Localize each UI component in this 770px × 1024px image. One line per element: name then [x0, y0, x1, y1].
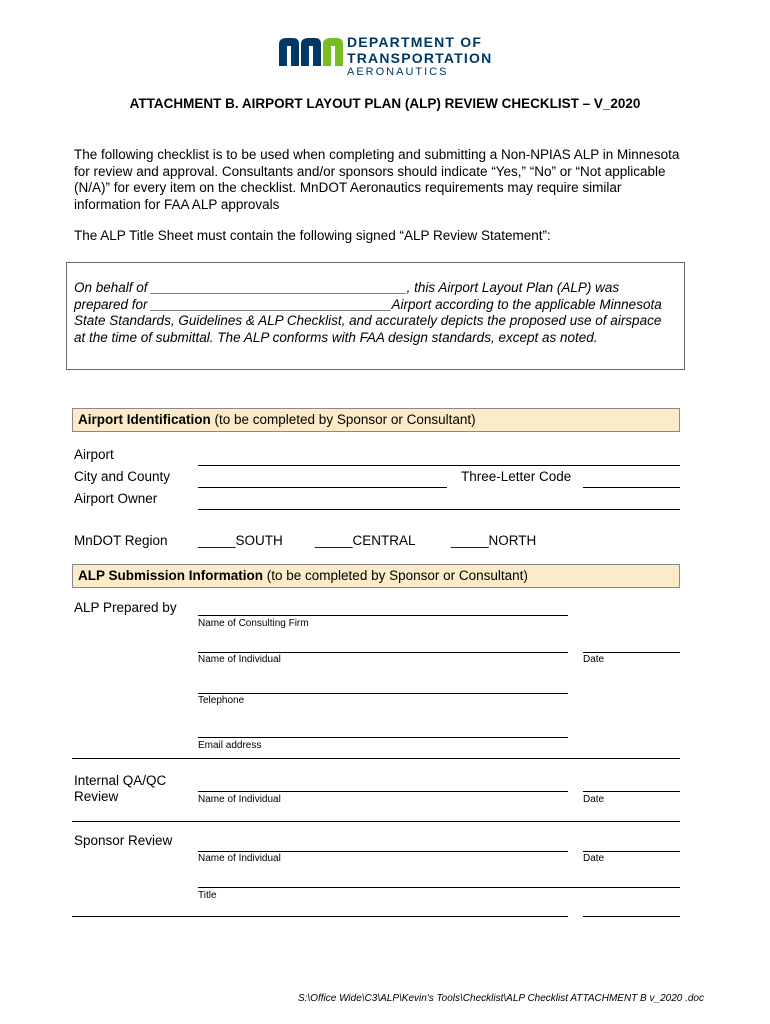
- logo-text-transportation: TRANSPORTATION: [347, 50, 493, 66]
- page-title: ATTACHMENT B. AIRPORT LAYOUT PLAN (ALP) REVIEW CHECKLIST – V_2020: [129, 96, 641, 111]
- qaqc-label: Internal QA/QC: [74, 773, 167, 788]
- section-note: (to be completed by Sponsor or Consultant): [210, 412, 476, 427]
- intro-line: for review and approval. Consultants and/or sponsors should indicate “Yes,” “No” or “Not applicable: [74, 163, 666, 179]
- sponsor-review-label: Sponsor Review: [74, 833, 173, 848]
- airport-owner-label: Airport Owner: [74, 491, 158, 506]
- airport-label: Airport: [74, 447, 114, 462]
- preparer-date-input-line[interactable]: [583, 652, 680, 653]
- sponsor-title-input-line[interactable]: [198, 887, 680, 888]
- region-south-option[interactable]: _____SOUTH: [198, 533, 283, 548]
- three-letter-code-label: Three-Letter Code: [461, 469, 572, 484]
- city-county-input-line[interactable]: [198, 487, 447, 488]
- logo-text-aeronautics: AERONAUTICS: [347, 66, 449, 78]
- review-statement: [74, 280, 684, 346]
- intro-line: The following checklist is to be used when completing and submitting a Non-NPIAS ALP in Minnesota: [74, 147, 680, 162]
- bottom-divider: [72, 916, 568, 917]
- logo-text-department: DEPARTMENT OF: [347, 34, 483, 50]
- section-heading: Airport Identification: [78, 412, 211, 427]
- title-caption: Title: [198, 890, 217, 901]
- city-county-label: City and County: [74, 469, 171, 484]
- alp-prepared-by-label: ALP Prepared by: [74, 600, 177, 615]
- statement-line: State Standards, Guidelines & ALP Checklist, and accurately depicts the proposed use of airspace: [74, 313, 662, 328]
- alp-submission-header: [72, 564, 680, 588]
- qaqc-individual-input-line[interactable]: [198, 791, 568, 792]
- qaqc-label-review: Review: [74, 789, 119, 804]
- individual-caption: Name of Individual: [198, 654, 281, 665]
- date-caption: Date: [583, 794, 605, 805]
- file-path-footer: S:\Office Wide\C3\ALP\Kevin's Tools\Checklist\ALP Checklist ATTACHMENT B v_2020 .doc: [297, 993, 704, 1004]
- email-caption: Email address: [198, 740, 262, 751]
- section-divider: [72, 758, 680, 759]
- three-letter-code-input-line[interactable]: [583, 487, 680, 488]
- sponsor-individual-input-line[interactable]: [198, 851, 568, 852]
- section-heading: ALP Submission Information: [78, 568, 264, 583]
- statement-line: prepared for ________________________________Airport according to the applicable Minnesota: [74, 296, 662, 312]
- mndot-region-label: MnDOT Region: [74, 533, 168, 548]
- telephone-input-line[interactable]: [198, 693, 568, 694]
- intro-line: information for FAA ALP approvals: [74, 196, 280, 212]
- section-divider: [72, 821, 680, 822]
- airport-owner-input-line[interactable]: [198, 509, 680, 510]
- individual-caption: Name of Individual: [198, 853, 281, 864]
- consulting-firm-input-line[interactable]: [198, 615, 568, 616]
- statement-line: at the time of submittal. The ALP conforms with FAA design standards, except as noted.: [74, 329, 598, 345]
- sponsor-date-input-line[interactable]: [583, 851, 680, 852]
- mn-logo-icon: [277, 36, 343, 66]
- airport-input-line[interactable]: [198, 465, 680, 466]
- date-caption: Date: [583, 654, 605, 665]
- bottom-divider-right: [583, 916, 680, 917]
- telephone-caption: Telephone: [198, 695, 245, 706]
- preparer-individual-input-line[interactable]: [198, 652, 568, 653]
- title-sheet-note: The ALP Title Sheet must contain the following signed “ALP Review Statement”:: [74, 228, 551, 243]
- region-north-option[interactable]: _____NORTH: [451, 533, 537, 548]
- section-note: (to be completed by Sponsor or Consultant): [263, 568, 528, 583]
- intro-paragraph: [74, 147, 714, 213]
- intro-line: (N/A)” for every item on the checklist. MnDOT Aeronautics requirements may require similar: [74, 180, 622, 195]
- date-caption: Date: [583, 853, 605, 864]
- airport-identification-header: [72, 408, 680, 432]
- qaqc-date-input-line[interactable]: [583, 791, 680, 792]
- individual-caption: Name of Individual: [198, 794, 281, 805]
- email-input-line[interactable]: [198, 737, 568, 738]
- region-central-option[interactable]: _____CENTRAL: [315, 533, 416, 548]
- consulting-firm-caption: Name of Consulting Firm: [198, 618, 309, 629]
- statement-line: On behalf of __________________________________, this Airport Layout Plan (ALP) was: [74, 280, 620, 295]
